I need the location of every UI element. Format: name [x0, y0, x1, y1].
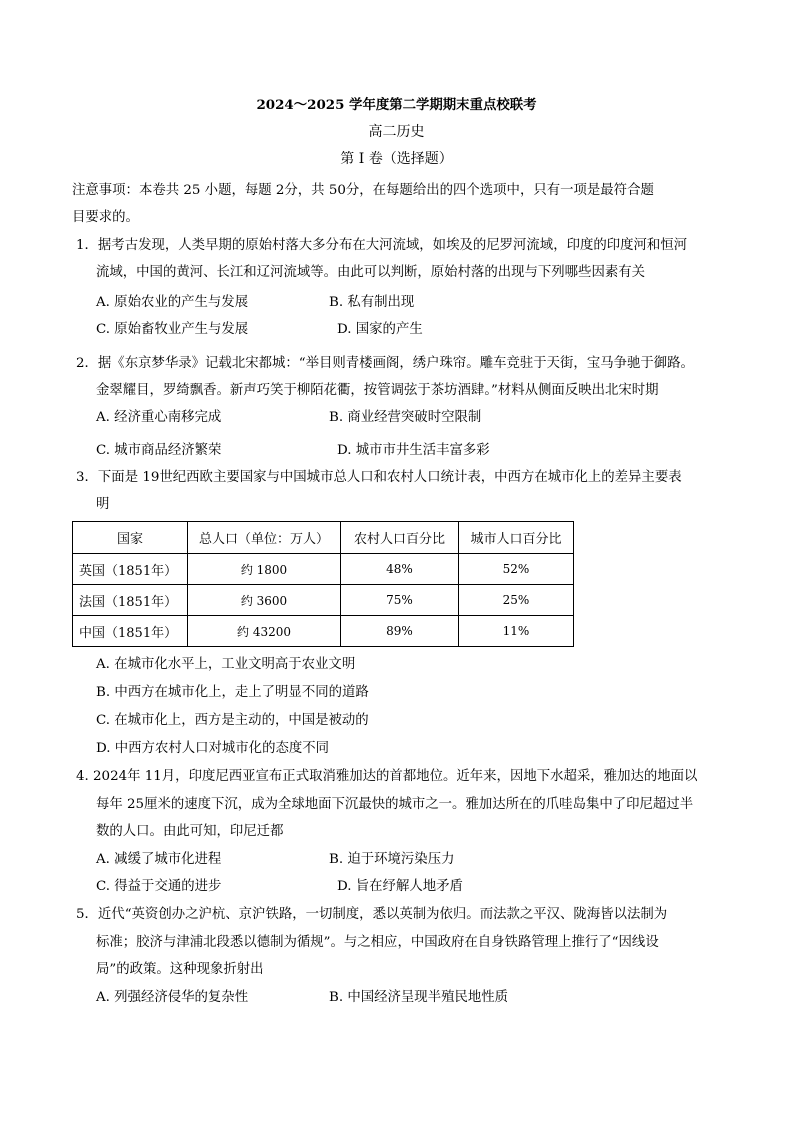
table-cell-urban: 25%: [459, 585, 574, 616]
question-1-option-c: C. 原始畜牧业产生与发展: [96, 322, 249, 337]
exam-title: 2024～2025 学年度第二学期期末重点校联考: [256, 97, 537, 113]
table-header-cell: 城市人口百分比: [459, 522, 574, 554]
question-5-stem-cont: 局”的政策。这种现象折射出: [96, 962, 264, 977]
question-2-option-b: B. 商业经营突破时空限制: [329, 410, 482, 425]
table-cell-total: 约 1800: [188, 554, 341, 585]
question-2-option-c: C. 城市商品经济繁荣: [96, 443, 222, 458]
question-3-option-c: C. 在城市化上，西方是主动的，中国是被动的: [96, 713, 369, 728]
question-4-option-a: A. 减缓了城市化进程: [96, 852, 222, 867]
question-1-stem-cont: 流域，中国的黄河、长江和辽河流域等。由此可以判断，原始村落的出现与下列哪些因素有关: [96, 265, 646, 280]
question-4-option-b: B. 迫于环境污染压力: [329, 852, 455, 867]
table-header-row: [73, 522, 574, 554]
question-4-stem-cont: 数的人口。由此可知，印尼迁都: [96, 824, 284, 839]
question-3-stem-cont: 明: [96, 497, 110, 512]
table-cell-country: 中国（1851年）: [73, 616, 188, 647]
question-1-option-d: D. 国家的产生: [337, 322, 423, 337]
table-header-cell: 国家: [73, 522, 188, 554]
table-cell-total: 约 43200: [188, 616, 341, 647]
table-row: [73, 616, 574, 647]
question-4-stem-cont: 每年 25厘米的速度下沉，成为全球地面下沉最快的城市之一。雅加达所在的爪哇岛集中了印尼超过半: [96, 797, 694, 812]
question-5-stem-cont: 标准；胶济与津浦北段悉以德制为循规”。与之相应，中国政府在自身铁路管理上推行了“因线设: [96, 935, 659, 950]
question-2-stem: 2．据《东京梦华录》记载北宋都城：“举目则青楼画阁，绣户珠帘。雕车竞驻于天街，宝马争驰于御路。: [76, 356, 694, 371]
question-1-option-b: B. 私有制出现: [329, 295, 415, 310]
question-2-option-d: D. 城市市井生活丰富多彩: [337, 443, 490, 458]
question-4-option-d: D. 旨在纾解人地矛盾: [337, 879, 463, 894]
notice-line-2: 目要求的。: [72, 210, 139, 225]
question-4-stem: 4. 2024年 11月，印度尼西亚宣布正式取消雅加达的首都地位。近年来，因地下水超采，雅加达的地面以: [76, 769, 698, 784]
section-title: 第 I 卷（选择题）: [340, 151, 453, 167]
question-3-option-b: B. 中西方在城市化上，走上了明显不同的道路: [96, 685, 369, 700]
question-5-option-b: B. 中国经济呈现半殖民地性质: [329, 990, 509, 1005]
question-3-option-a: A. 在城市化水平上，工业文明高于农业文明: [96, 657, 356, 672]
table-row: [73, 554, 574, 585]
table-cell-country: 法国（1851年）: [73, 585, 188, 616]
notice-line-1: 注意事项：本卷共 25 小题，每题 2分，共 50分，在每题给出的四个选项中，只有一项是最符合题: [72, 183, 654, 198]
table-cell-total: 约 3600: [188, 585, 341, 616]
table-header-cell: 总人口（单位：万人）: [188, 522, 341, 554]
table-cell-rural: 89%: [341, 616, 459, 647]
question-4-option-c: C. 得益于交通的进步: [96, 879, 222, 894]
table-cell-urban: 11%: [459, 616, 574, 647]
exam-subject: 高二历史: [368, 124, 425, 140]
table-header-cell: 农村人口百分比: [341, 522, 459, 554]
question-1-stem: 1．据考古发现，人类早期的原始村落大多分布在大河流域，如埃及的尼罗河流域，印度的印度河和恒河: [76, 238, 688, 253]
question-5-option-a: A. 列强经济侵华的复杂性: [96, 990, 249, 1005]
question-2-option-a: A. 经济重心南移完成: [96, 410, 222, 425]
question-2-stem-cont: 金翠耀目，罗绮飘香。新声巧笑于柳陌花衢，按管调弦于茶坊酒肆。”材料从侧面反映出北宋时期: [96, 383, 659, 398]
table-cell-country: 英国（1851年）: [73, 554, 188, 585]
table-cell-rural: 48%: [341, 554, 459, 585]
question-3-stem: 3．下面是 19世纪西欧主要国家与中国城市总人口和农村人口统计表，中西方在城市化上的差异主要表: [76, 470, 682, 485]
question-1-option-a: A. 原始农业的产生与发展: [96, 295, 249, 310]
population-table: [72, 521, 574, 647]
question-3-option-d: D. 中西方农村人口对城市化的态度不同: [96, 741, 330, 756]
table-cell-rural: 75%: [341, 585, 459, 616]
question-5-stem: 5．近代“英资创办之沪杭、京沪铁路，一切制度，悉以英制为依归。而法款之平汉、陇海皆以法制为: [76, 907, 668, 922]
table-row: [73, 585, 574, 616]
table-cell-urban: 52%: [459, 554, 574, 585]
